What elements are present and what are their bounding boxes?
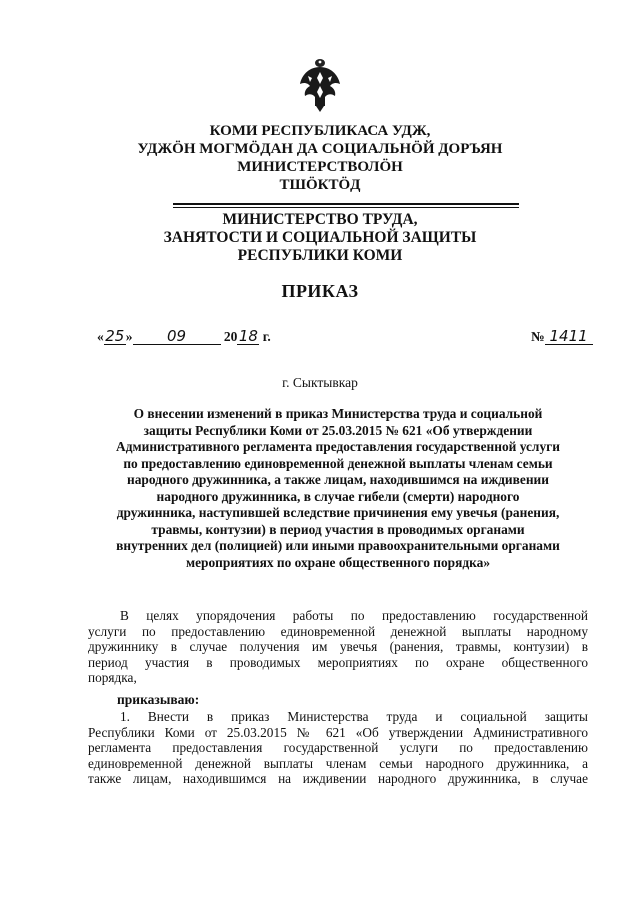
subject-line: Административного регламента предоставления государственной услуги	[116, 439, 560, 454]
header-komi-line: КОМИ РЕСПУБЛИКАСА УДЖ,	[209, 123, 431, 139]
item-1-line: также лицам, находившимся на иждивении народного дружинника, в случае	[88, 771, 588, 786]
date-open-quote: «	[97, 329, 104, 344]
subject-line: народного дружинника, а также лицам, находившимся на иждивении	[127, 472, 549, 487]
date-day-handwritten: 25	[105, 327, 125, 345]
header-komi-line: ТШӦКТӦД	[279, 177, 361, 193]
header-divider-thin	[173, 207, 519, 208]
order-word: приказываю:	[117, 692, 200, 707]
preamble-line: услуги по предоставлению единовременной денежной выплаты народному	[88, 623, 588, 639]
header-russian-ministry-name	[0, 211, 640, 265]
city-line: г. Сыктывкар	[282, 375, 358, 390]
subject-line: по предоставлению единовременной денежной выплаты членам семьи	[123, 455, 553, 471]
subject-line: защиты Республики Коми от 25.03.2015 № 621 «Об утверждении	[143, 422, 533, 438]
item-1-line: 1. Внести в приказ Министерства труда и социальной защиты	[120, 709, 588, 724]
header-komi-line: УДЖӦН МОГМӦДАН ДА СОЦИАЛЬНӦЙ ДОРЪЯН	[137, 141, 503, 157]
header-russian-line: РЕСПУБЛИКИ КОМИ	[237, 247, 403, 264]
preamble-line: порядка,	[88, 670, 137, 685]
preamble-line: дружиннику в случае получения им увечья (ранения, травмы, контузии) в	[88, 639, 588, 654]
subject-line: травмы, контузии) в период участия в проводимых органами	[151, 521, 525, 537]
header-divider-thick	[173, 203, 519, 205]
number-label: №	[531, 329, 545, 344]
komi-coat-of-arms-emblem	[296, 56, 344, 112]
header-russian-line: МИНИСТЕРСТВО ТРУДА,	[222, 211, 418, 228]
subject-line: мероприятиях по охране общественного порядка»	[185, 554, 491, 570]
header-komi-line: МИНИСТЕРСТВОЛӦН	[237, 159, 403, 175]
item-1-line: Республики Коми от 25.03.2015 № 621 «Об утверждении Административного	[88, 724, 588, 740]
subject-line: О внесении изменений в приказ Министерства труда и социальной	[133, 406, 543, 421]
date-close-quote: »	[125, 329, 133, 344]
header-russian-line: ЗАНЯТОСТИ И СОЦИАЛЬНОЙ ЗАЩИТЫ	[163, 229, 477, 246]
item-1-paragraph	[88, 709, 588, 787]
date-year-handwritten: 18	[238, 327, 258, 345]
date-year-prefix: 20	[223, 329, 238, 344]
document-title: ПРИКАЗ	[281, 281, 359, 301]
date-month-handwritten: 09	[133, 329, 221, 345]
preamble-line: В целях упорядочения работы по предоставлению государственной	[120, 608, 588, 623]
item-1-line: единовременной денежной выплаты членам семьи народного дружинника, а	[88, 755, 588, 771]
subject-line: народного дружинника, в случае гибели (смерти) народного	[156, 488, 520, 504]
subject-line: дружинника, наступившей вследствие причинения ему увечья (ранения,	[116, 505, 560, 520]
order-date	[97, 329, 271, 345]
preamble-line: период участия в проводимых мероприятиях по охране общественного	[88, 654, 588, 670]
number-handwritten: 1411	[545, 329, 593, 345]
item-1-line: регламента предоставления государственной услуги по предоставлению	[88, 740, 588, 755]
header-komi-ministry-name	[0, 122, 640, 194]
preamble-paragraph	[88, 608, 588, 686]
order-subject	[88, 406, 588, 571]
date-year-mark: г.	[262, 329, 271, 344]
subject-line: внутренних дел (полицией) или иными правоохранительными органами	[116, 538, 560, 553]
order-number	[531, 329, 593, 345]
